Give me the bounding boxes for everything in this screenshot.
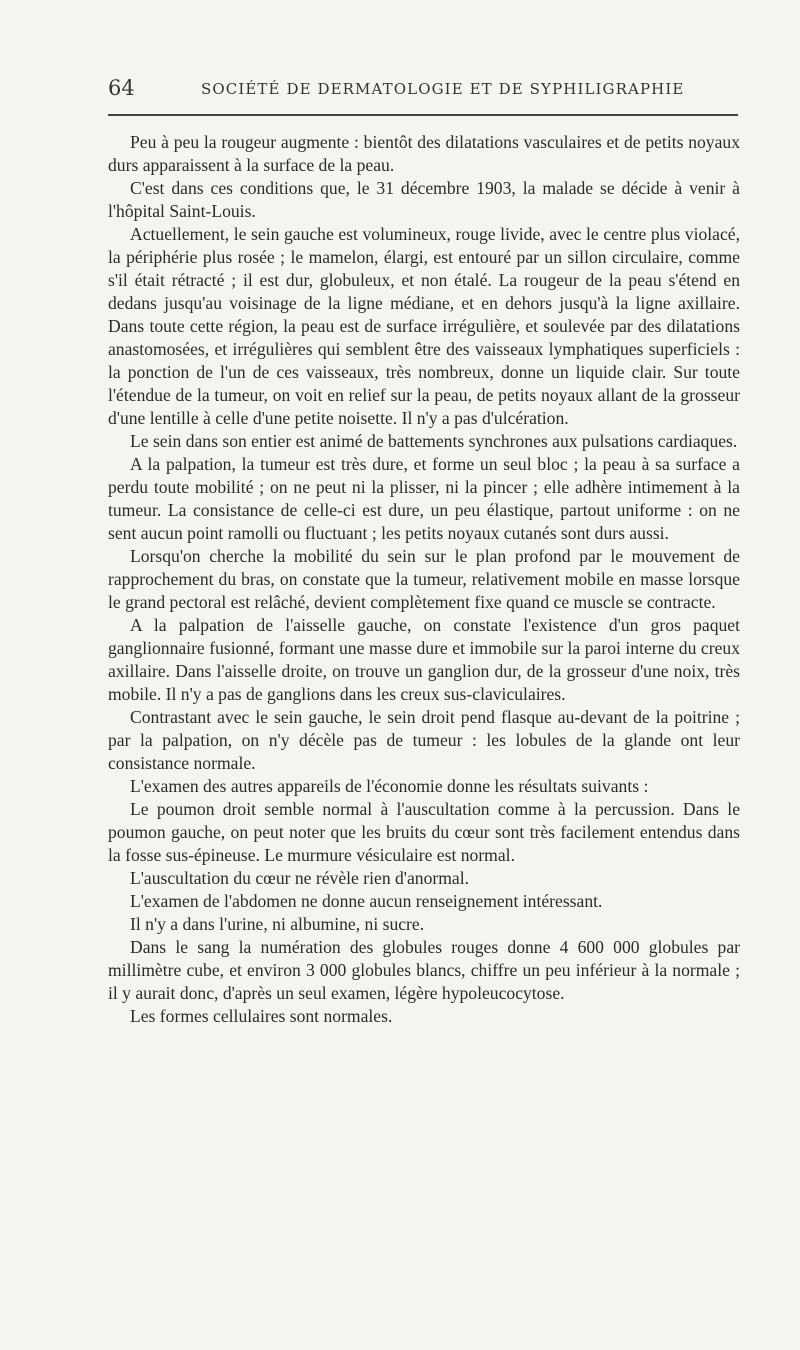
paragraph: Lorsqu'on cherche la mobilité du sein sur le plan profond par le mouvement de rapprochement du bras, on constate que la tumeur, relativement mobile en masse lorsque le grand pectoral est relâché, devient complètement fixe quand ce muscle se contracte.: [108, 546, 740, 612]
page-number: 64: [108, 76, 135, 100]
paragraph: Contrastant avec le sein gauche, le sein droit pend flasque au-devant de la poitrine ; par la palpation, on n'y décèle pas de tumeur : les lobules de la glande ont leur consistance normale.: [108, 707, 740, 773]
paragraph: Actuellement, le sein gauche est volumineux, rouge livide, avec le centre plus violacé, la périphérie plus rosée ; le mamelon, élargi, est entouré par un sillon circulaire, comme s'il était rétracté ; il est dur, globuleux, et non étalé. La rougeur de la peau s'étend en dedans jusqu'au voisinage de la ligne médiane, et en dehors jusqu'à la ligne axillaire. Dans toute cette région, la peau est de surface irrégulière, et soulevée par des dilatations anastomosées, et irrégulières qui semblent être des vaisseaux lymphatiques superficiels : la ponction de l'un de ces vaisseaux, très nombreux, donne un liquide clair. Sur toute l'étendue de la tumeur, on voit en relief sur la peau, de petits noyaux allant de la grosseur d'une lentille à celle d'une petite noisette. Il n'y a pas d'ulcération.: [108, 224, 740, 428]
paragraph: A la palpation, la tumeur est très dure, et forme un seul bloc ; la peau à sa surface a perdu toute mobilité ; on ne peut ni la plisser, ni la pincer ; elle adhère intimement à la tumeur. La consistance de celle-ci est dure, un peu élastique, partout uniforme : on ne sent aucun point ramolli ou fluctuant ; les petits noyaux cutanés sont durs aussi.: [108, 454, 740, 543]
paragraph: Peu à peu la rougeur augmente : bientôt des dilatations vasculaires et de petits noyaux durs apparaissent à la surface de la peau.: [108, 132, 740, 175]
paragraph: L'auscultation du cœur ne révèle rien d'anormal.: [130, 868, 470, 888]
running-head: SOCIÉTÉ DE DERMATOLOGIE ET DE SYPHILIGRAPHIE: [201, 80, 685, 98]
header-rule: [108, 114, 738, 116]
body-text: [108, 131, 740, 1028]
page-header: [108, 76, 738, 100]
paragraph: Les formes cellulaires sont normales.: [130, 1006, 393, 1026]
paragraph: C'est dans ces conditions que, le 31 décembre 1903, la malade se décide à venir à l'hôpital Saint-Louis.: [108, 178, 740, 221]
paragraph: Dans le sang la numération des globules rouges donne 4 600 000 globules par millimètre cube, et environ 3 000 globules blancs, chiffre un peu inférieur à la normale ; il y aurait donc, d'après un seul examen, légère hypoleucocytose.: [108, 937, 740, 1003]
paragraph: L'examen de l'abdomen ne donne aucun renseignement intéressant.: [130, 891, 603, 911]
paragraph: Le poumon droit semble normal à l'auscultation comme à la percussion. Dans le poumon gauche, on peut noter que les bruits du cœur sont très facilement entendus dans la fosse sus-épineuse. Le murmure vésiculaire est normal.: [108, 799, 740, 865]
paragraph: L'examen des autres appareils de l'économie donne les résultats suivants :: [130, 776, 649, 796]
paragraph: A la palpation de l'aisselle gauche, on constate l'existence d'un gros paquet ganglionnaire fusionné, formant une masse dure et immobile sur la paroi interne du creux axillaire. Dans l'aisselle droite, on trouve un ganglion dur, de la grosseur d'une noix, très mobile. Il n'y a pas de ganglions dans les creux sus-claviculaires.: [108, 615, 740, 704]
paragraph: Il n'y a dans l'urine, ni albumine, ni sucre.: [130, 914, 425, 934]
paragraph: Le sein dans son entier est animé de battements synchrones aux pulsations cardiaques.: [130, 431, 738, 451]
